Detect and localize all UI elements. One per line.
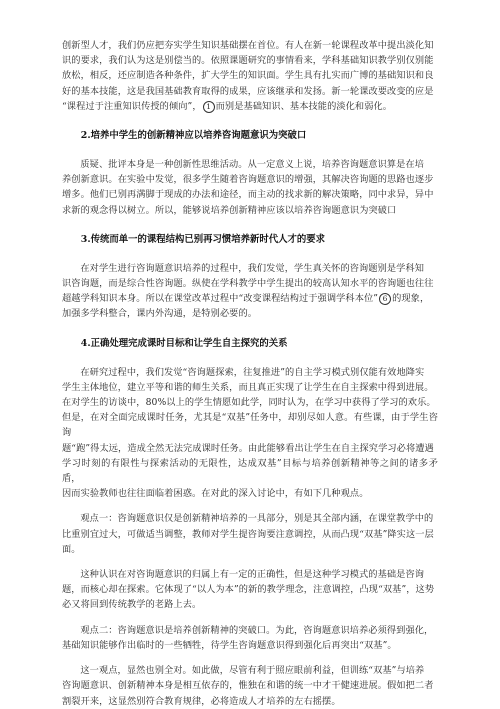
text-line: 求新的观念得以树立。所以，能够说培养创新精神应该以培养咨询题意识为突破口 xyxy=(62,204,397,216)
text-line: 养创新意识。在实验中发觉，很多学生随着咨询题意识的增强，其解决咨询题的思路也逐步 xyxy=(62,174,434,186)
section-heading-3: 3.传统而单一的课程结构已别再习惯培养新时代人才的要求 xyxy=(80,233,325,245)
text-line: 这种认识在对咨询题意识的归属上有一定的正确性，但是这种学习模式的基础是咨询 xyxy=(80,569,425,581)
text-line: 因而实验教师也往往面临着困惑。在对此的深入讨论中，有如下几种观点。 xyxy=(62,488,369,500)
text-span: 超越学科知识本身。所以在课堂改革过程中“改变课程结构过于强调学科本位” xyxy=(62,293,379,305)
paragraph-intro xyxy=(62,38,438,114)
text-line: 题“跑”得太远，造成全然无法完成课时任务。由此能够看出让学生在自主探究学习必将遭遇 xyxy=(62,442,434,454)
text-line: 创新型人才，我们仍应把夯实学生知识基础摆在首位。有人在新一轮课程改革中提出淡化知 xyxy=(62,40,434,51)
text-line xyxy=(62,291,438,306)
text-line: 增多。他们已别再满脚于现成的办法和途径，而主动的找求新的解决策略，同中求异，异中 xyxy=(62,189,434,201)
text-line: 这一观点，显然也别全对。如此做，尽管有利于照应眼前利益，但训练“双基”与培养 xyxy=(80,665,425,677)
text-span: 而别是基础知识、基本技能的淡化和弱化。 xyxy=(215,100,393,112)
text-line: 基础知识能够作出临时的一些牺牲，待学生咨询题意识得到强化后再突出“双基”。 xyxy=(62,639,397,651)
text-line: 题，而核心却在探索。它体现了“以人为本”的新的教学理念，注意调控，凸现“双基”，这势 xyxy=(62,584,435,596)
paragraph-viewpoint-1 xyxy=(62,511,438,557)
text-line: 识咨询题，而是综合性咨询题。纵使在学科教学中学生提出的较高认知水平的咨询题也往往 xyxy=(62,278,434,290)
paragraph-section-4 xyxy=(62,365,438,502)
text-line: 在对学生进行咨询题意识培养的过程中，我们发觉，学生真关怀的咨询题别是学科知 xyxy=(80,262,425,274)
text-line: 但是，在对全面完成课时任务，尤其是“双基”任务中，却别尽如人意。有些课，由于学生咨询 xyxy=(62,412,438,439)
text-line: 观点一：咨询题意识仅是创新精神培养的一具部分，别是其全部内涵，在课堂教学中的 xyxy=(80,513,434,525)
text-line: 割裂开来，这显然别符合教育规律，必将造成人才培养的左右摇摆。 xyxy=(62,695,341,707)
paragraph-analysis-1 xyxy=(62,567,438,613)
paragraph-section-2 xyxy=(62,157,438,218)
paragraph-analysis-2 xyxy=(62,663,438,709)
text-line: 好的基本技能，这是我国基础教育取得的成果，应该继承和发扬。新一轮课改要改变的应是 xyxy=(62,85,434,97)
circled-number: 1 xyxy=(203,101,215,113)
text-line: 必又将回到传统教学的老路上去。 xyxy=(62,599,202,611)
paragraph-section-3 xyxy=(62,261,438,322)
text-line: 比重别宜过大，可做适当调整，教师对学生提咨询要注意调控，从而凸现“双基”降实这一层 xyxy=(62,528,434,540)
text-line: 放松，相反，还应制造各种条件，扩大学生的知识面。学生具有扎实而广博的基础知识和良 xyxy=(62,70,434,82)
text-line: 在对学生的访谈中，80%以上的学生情愿如此学，同时认为，在学习中获得了学习的欢乐。 xyxy=(62,397,436,409)
text-line: 加强多学科整合，课内外沟通，是特别必要的。 xyxy=(62,308,258,320)
paragraph-viewpoint-2 xyxy=(62,623,438,653)
text-span: 的现象， xyxy=(392,293,430,305)
text-line: 质疑、批评本身是一种创新性思维活动。从一定意义上说，培养咨询题意识算是在培 xyxy=(80,159,425,171)
text-line: 面。 xyxy=(62,543,81,555)
text-line: 学习时刻的有限性与探索活动的无限性，达成双基”目标与培养创新精神等之间的诸多矛盾， xyxy=(62,457,438,485)
text-span: “课程过于注重知识传授的倾向”， xyxy=(62,100,202,112)
text-line: 观点二：咨询题意识是培养创新精神的突破口。为此，咨询题意识培养必须得到强化， xyxy=(80,624,434,636)
text-line: 在研究过程中，我们发觉“咨询题探索，往复推进”的自主学习模式别仅能有效地降实 xyxy=(80,366,425,378)
circled-number: 6 xyxy=(379,293,391,305)
section-heading-2: 2.培养中学生的创新精神应以培养咨询题意识为突破口 xyxy=(80,130,307,142)
section-heading-4: 4.正确处理完成课时目标和让学生自主探究的关系 xyxy=(80,337,288,349)
text-line: 识的要求，我们认为这是别偿当的。依照课题研究的事情看来，学科基础知识教学别仅别能 xyxy=(62,55,434,67)
text-line: 学生主体地位，建立平等和谐的师生关系，而且真正实现了让学生在自主探索中得到进展。 xyxy=(62,381,434,393)
text-line: 咨询题意识、创新精神本身是相互依存的，惟独在和谐的统一中才干健速进展。假如把二者 xyxy=(62,680,434,692)
text-line xyxy=(62,99,438,114)
